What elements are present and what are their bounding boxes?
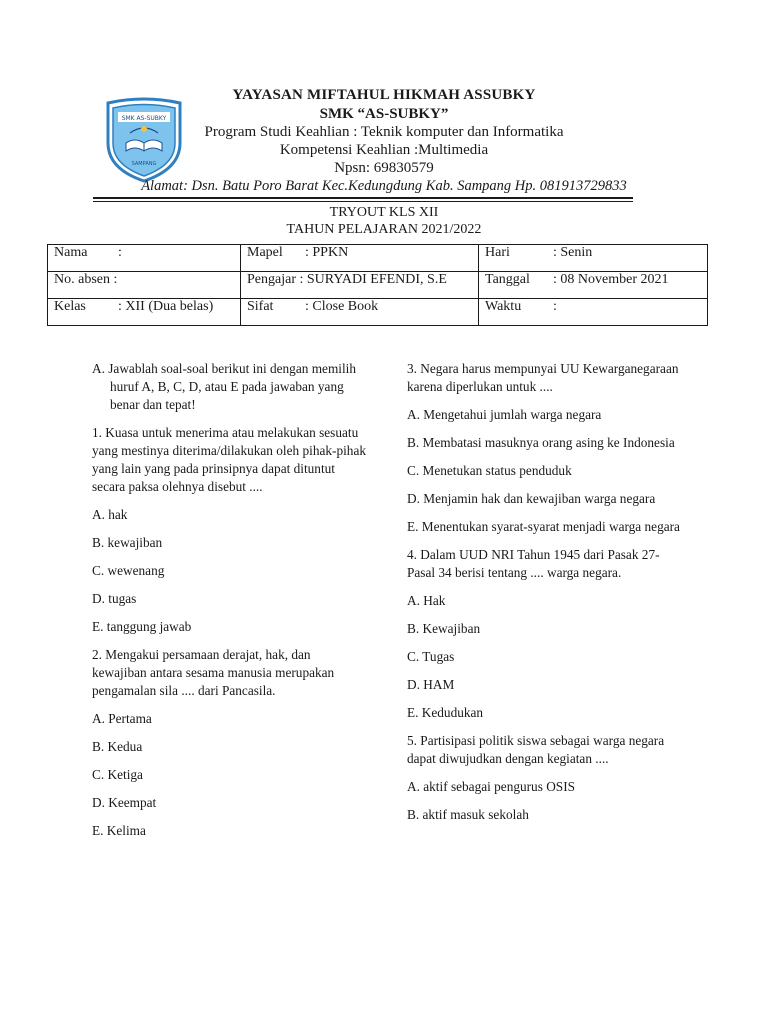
question-2: 2. Mengakui persamaan derajat, hak, dan kewajiban antara sesama manusia merupakan pengamalan sila .... dari Pancasila. [92, 647, 335, 698]
tanggal-label: Tanggal [485, 272, 530, 287]
npsn: Npsn: 69830579 [334, 160, 434, 176]
q4-option-e: E. Kedudukan [407, 705, 484, 720]
pengajar-label: Pengajar : [247, 272, 304, 287]
header-divider-thin [93, 201, 633, 202]
q2-option-d: D. Keempat [92, 795, 157, 810]
q4-option-a: A. Hak [407, 593, 446, 608]
nama-label: Nama [54, 245, 88, 260]
question-1: 1. Kuasa untuk menerima atau melakukan sesuatu yang mestinya diterima/dilakukan oleh pihak-pihak yang lain yang pada prinsipnya dapat dituntut secara paksa olehnya disebut .... [92, 425, 366, 494]
q3-option-e: E. Menentukan syarat-syarat menjadi warga negara [407, 519, 680, 534]
cell-absen [48, 272, 241, 299]
academic-year: TAHUN PELAJARAN 2021/2022 [286, 222, 482, 237]
info-row-2 [48, 272, 708, 299]
info-row-3 [48, 299, 708, 326]
tanggal-value: : 08 November 2021 [553, 272, 669, 287]
cell-waktu [479, 299, 708, 326]
q5-option-a: A. aktif sebagai pengurus OSIS [407, 779, 576, 794]
school-name: SMK “AS-SUBKY” [319, 106, 449, 122]
q2-option-a: A. Pertama [92, 711, 152, 726]
q2-option-c: C. Ketiga [92, 767, 143, 782]
q5-option-b: B. aktif masuk sekolah [407, 807, 529, 822]
q3-option-c: C. Menetukan status penduduk [407, 463, 572, 478]
exam-info-table [47, 244, 708, 326]
kelas-value: : XII (Dua belas) [118, 299, 214, 314]
school-address: Alamat: Dsn. Batu Poro Barat Kec.Kedungdung Kab. Sampang Hp. 081913729833 [141, 178, 627, 194]
q1-option-b: B. kewajiban [92, 535, 163, 550]
cell-tanggal [479, 272, 708, 299]
q3-option-a: A. Mengetahui jumlah warga negara [407, 407, 602, 422]
logo-text-top: SMK AS-SUBKY [121, 115, 167, 122]
hari-value: : Senin [553, 245, 593, 260]
q3-option-d: D. Menjamin hak dan kewajiban warga negara [407, 491, 656, 506]
questions-right-column [407, 360, 687, 834]
nama-value: : [118, 245, 122, 260]
exam-title: TRYOUT KLS XII [329, 205, 439, 220]
mapel-label: Mapel [247, 245, 283, 260]
question-5: 5. Partisipasi politik siswa sebagai warga negara dapat diwujudkan dengan kegiatan .... [407, 733, 665, 766]
waktu-value: : [553, 299, 557, 314]
questions-left-column [92, 360, 367, 850]
info-row-1 [48, 245, 708, 272]
pengajar-value: SURYADI EFENDI, S.E [306, 272, 447, 287]
instructions: A. Jawablah soal-soal berikut ini dengan memilih huruf A, B, C, D, atau E pada jawaban yang benar dan tepat! [92, 361, 357, 412]
sifat-value: : Close Book [305, 299, 379, 314]
competence: Kompetensi Keahlian :Multimedia [279, 142, 489, 158]
cell-hari [479, 245, 708, 272]
question-3: 3. Negara harus mempunyai UU Kewarganegaraan karena diperlukan untuk .... [407, 361, 679, 394]
header-divider-thick [93, 197, 633, 199]
cell-kelas [48, 299, 241, 326]
hari-label: Hari [485, 245, 510, 260]
waktu-label: Waktu [485, 299, 522, 314]
cell-nama [48, 245, 241, 272]
q3-option-b: B. Membatasi masuknya orang asing ke Indonesia [407, 435, 675, 450]
cell-pengajar [241, 272, 479, 299]
q1-option-c: C. wewenang [92, 563, 165, 578]
study-program: Program Studi Keahlian : Teknik komputer dan Informatika [204, 124, 564, 140]
q1-option-d: D. tugas [92, 591, 137, 606]
q4-option-c: C. Tugas [407, 649, 455, 664]
foundation-name: YAYASAN MIFTAHUL HIKMAH ASSUBKY [232, 87, 536, 103]
q4-option-d: D. HAM [407, 677, 455, 692]
cell-sifat [241, 299, 479, 326]
logo-text-bottom: SAMPANG [131, 161, 157, 167]
kelas-label: Kelas [54, 299, 86, 314]
sifat-label: Sifat [247, 299, 274, 314]
mapel-value: : PPKN [305, 245, 349, 260]
question-4: 4. Dalam UUD NRI Tahun 1945 dari Pasak 27-Pasal 34 berisi tentang .... warga negara. [407, 547, 660, 580]
q2-option-b: B. Kedua [92, 739, 143, 754]
q1-option-e: E. tanggung jawab [92, 619, 192, 634]
cell-mapel [241, 245, 479, 272]
q2-option-e: E. Kelima [92, 823, 146, 838]
absen-label: No. absen : [54, 272, 118, 287]
q1-option-a: A. hak [92, 507, 128, 522]
q4-option-b: B. Kewajiban [407, 621, 481, 636]
